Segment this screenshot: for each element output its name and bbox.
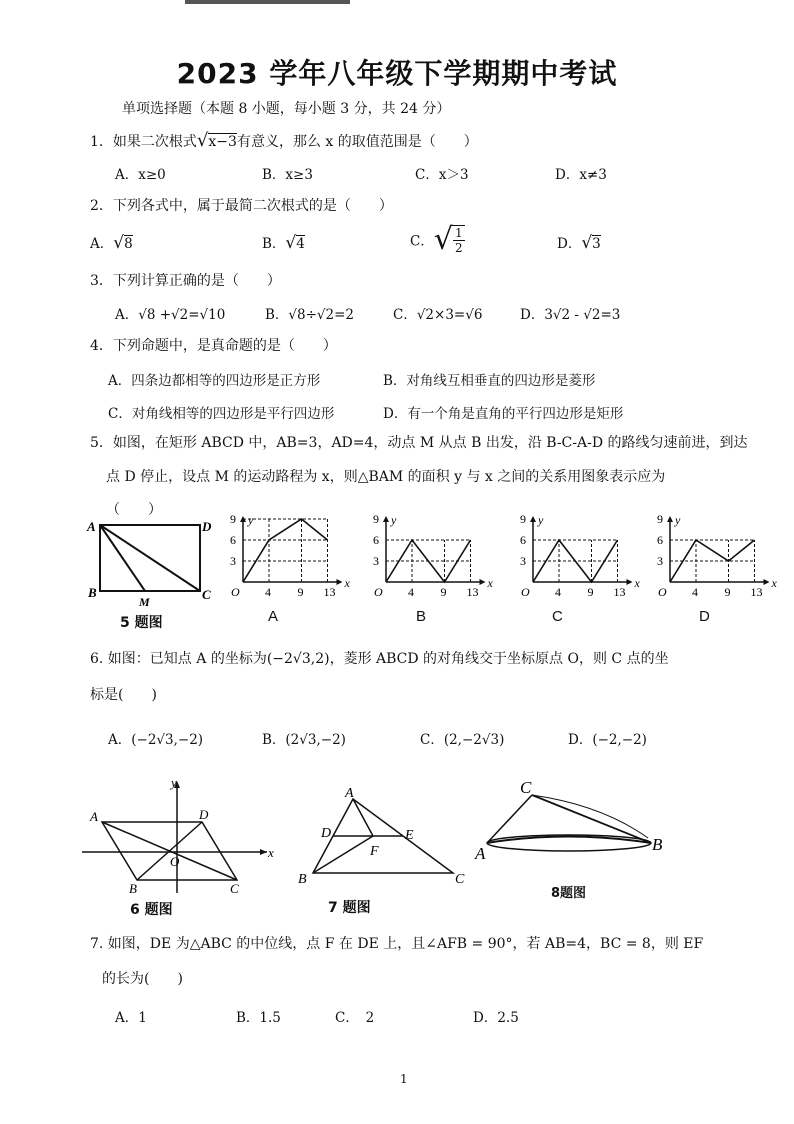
series-line: [243, 519, 328, 582]
label-c: C: [520, 778, 532, 797]
q8-cone-figure: [472, 775, 672, 880]
q7-option-d[interactable]: D．2.5: [473, 1010, 519, 1026]
x-tick-label-13: 13: [613, 585, 626, 599]
label-f: F: [370, 844, 379, 859]
q4-option-d[interactable]: D．有一个角是直角的平行四边形是矩形: [383, 406, 624, 422]
q5-graph-a[interactable]: [225, 512, 350, 607]
y-tick-label-3: 3: [373, 554, 379, 568]
x-axis-label: x: [487, 576, 493, 590]
q5-graph-label-d: D: [699, 608, 710, 625]
label-b: B: [88, 585, 97, 600]
y-axis-label: y: [675, 513, 681, 527]
q5-graph-label-b: B: [416, 608, 427, 625]
q6-line2: 标是( ): [90, 687, 157, 703]
y-axis-label: y: [391, 513, 397, 527]
y-tick-label-9: 9: [373, 512, 379, 526]
x-axis-arrow: [627, 579, 633, 585]
x-tick-label-9: 9: [297, 585, 304, 599]
x-tick-label-4: 4: [408, 585, 414, 599]
q4-option-a[interactable]: A．四条边都相等的四边形是正方形: [108, 373, 321, 389]
q2-option-b[interactable]: B．√4: [262, 233, 305, 253]
x-tick-label-4: 4: [265, 585, 271, 599]
y-tick-label-9: 9: [657, 512, 663, 526]
x-tick-label-13: 13: [323, 585, 336, 599]
y-tick-label-9: 9: [520, 512, 526, 526]
y-axis-label: y: [538, 513, 544, 527]
q3-option-a[interactable]: A．√8 +√2=√10: [115, 307, 226, 323]
y-tick-label-6: 6: [657, 533, 663, 547]
series-line: [386, 540, 471, 582]
page-title: 2023 学年八年级下学期期中考试: [176, 57, 618, 90]
label-b: B: [298, 872, 307, 887]
q5-line2: 点 D 停止，设点 M 的运动路程为 x，则△BAM 的面积 y 与 x 之间的关系用图象表示应为: [106, 469, 666, 485]
q4-stem: 4．下列命题中，是真命题的是（ ）: [90, 338, 337, 354]
q5-graph-b[interactable]: [368, 512, 493, 607]
label-b: B: [129, 881, 137, 896]
q5-graph-label-a: A: [268, 608, 279, 625]
origin-label: O: [658, 585, 667, 599]
q1-option-c[interactable]: C．x＞3: [415, 167, 469, 183]
label-a: A: [90, 809, 98, 824]
x-tick-label-4: 4: [555, 585, 561, 599]
x-tick-label-9: 9: [440, 585, 447, 599]
x-tick-label-9: 9: [587, 585, 594, 599]
label-d: D: [199, 807, 209, 822]
label-d: D: [321, 826, 332, 841]
q6-rhombus-figure: [82, 775, 282, 895]
series-line: [533, 540, 618, 582]
q7-line2: 的长为( ): [102, 971, 183, 987]
x-tick-label-13: 13: [466, 585, 479, 599]
q5-caption: 5 题图: [120, 615, 163, 631]
label-c: C: [202, 587, 211, 602]
q7-caption: 7 题图: [328, 900, 371, 916]
label-b: B: [652, 835, 663, 854]
y-tick-label-9: 9: [230, 512, 236, 526]
q1-option-b[interactable]: B．x≥3: [262, 167, 313, 183]
origin-label: O: [521, 585, 530, 599]
q6-option-b[interactable]: B．(2√3,−2): [262, 732, 346, 748]
q6-option-a[interactable]: A．(−2√3,−2): [108, 732, 204, 748]
q5-graph-d[interactable]: [652, 512, 777, 607]
x-tick-label-13: 13: [750, 585, 763, 599]
q4-option-c[interactable]: C．对角线相等的四边形是平行四边形: [108, 406, 335, 422]
label-c: C: [230, 881, 239, 896]
q1-option-d[interactable]: D．x≠3: [555, 167, 607, 183]
q7-option-c[interactable]: C． 2: [335, 1010, 375, 1026]
origin-label: O: [231, 585, 240, 599]
x-axis-label: x: [344, 576, 350, 590]
y-tick-label-6: 6: [520, 533, 526, 547]
q3-stem: 3．下列计算正确的是（ ）: [90, 273, 281, 289]
q6-line1: 6. 如图：已知点 A 的坐标为(−2√3,2)，菱形 ABCD 的对角线交于坐标原点 O，则 C 点的坐: [90, 651, 669, 667]
section-heading: 单项选择题（本题 8 小题，每小题 3 分，共 24 分）: [122, 101, 451, 117]
q5-rectangle-figure: [85, 515, 215, 610]
q3-option-c[interactable]: C．√2×3=√6: [393, 307, 483, 323]
label-m: M: [139, 595, 150, 609]
q8-caption: 8题图: [551, 886, 587, 901]
label-a: A: [475, 844, 486, 863]
q7-option-a[interactable]: A．1: [115, 1010, 147, 1026]
label-e: E: [405, 828, 414, 843]
q7-triangle-figure: [293, 785, 473, 890]
y-axis-arrow: [530, 516, 536, 522]
q1-stem: 1．如果二次根式√x−3有意义，那么 x 的取值范围是（ ）: [90, 130, 478, 151]
label-o: O: [170, 854, 180, 869]
q5-line3: （ ）: [106, 502, 162, 518]
label-d: D: [202, 519, 212, 534]
label-a: A: [87, 519, 96, 534]
label-x: x: [268, 845, 274, 860]
x-axis-arrow: [480, 579, 486, 585]
x-axis-arrow: [764, 579, 770, 585]
q6-option-d[interactable]: D．(−2,−2): [568, 732, 647, 748]
q2-stem: 2．下列各式中，属于最简二次根式的是（ ）: [90, 198, 393, 214]
origin-label: O: [374, 585, 383, 599]
y-tick-label-6: 6: [373, 533, 379, 547]
q5-graph-label-c: C: [552, 608, 563, 625]
label-y: y: [171, 775, 177, 790]
q2-option-d[interactable]: D．√3: [557, 233, 601, 253]
q6-caption: 6 题图: [130, 902, 173, 918]
label-c: C: [455, 872, 465, 887]
y-axis-arrow: [383, 516, 389, 522]
y-tick-label-3: 3: [657, 554, 663, 568]
q2-option-c[interactable]: C．√ $\frac{1}{2}$: [410, 222, 463, 257]
q3-option-b[interactable]: B．√8÷√2=2: [265, 307, 355, 323]
q4-option-b[interactable]: B．对角线互相垂直的四边形是菱形: [383, 373, 596, 389]
x-axis-arrow: [337, 579, 343, 585]
q1-option-a[interactable]: A．x≥0: [115, 167, 166, 183]
q2-option-a[interactable]: A．√8: [90, 233, 133, 253]
x-tick-label-4: 4: [692, 585, 698, 599]
q5-line1: 5．如图，在矩形 ABCD 中，AB=3，AD=4，动点 M 从点 B 出发，沿 B-C-A-D 的路线匀速前进，到达: [90, 435, 748, 451]
x-tick-label-9: 9: [724, 585, 731, 599]
page-number: 1: [400, 1072, 408, 1086]
y-axis-arrow: [667, 516, 673, 522]
q7-line1: 7. 如图，DE 为△ABC 的中位线，点 F 在 DE 上，且∠AFB = 90°，若 AB=4，BC = 8，则 EF: [90, 936, 704, 952]
y-tick-label-6: 6: [230, 533, 236, 547]
x-axis-label: x: [771, 576, 777, 590]
label-a: A: [345, 786, 354, 801]
y-tick-label-3: 3: [230, 554, 236, 568]
q7-option-b[interactable]: B．1.5: [236, 1010, 281, 1026]
q6-option-c[interactable]: C．(2,−2√3): [420, 732, 505, 748]
q5-graph-c[interactable]: [515, 512, 640, 607]
y-tick-label-3: 3: [520, 554, 526, 568]
y-axis-label: y: [248, 513, 254, 527]
x-axis-label: x: [634, 576, 640, 590]
q3-option-d[interactable]: D．3√2 - √2=3: [520, 307, 621, 323]
scan-artifact: [185, 0, 350, 4]
